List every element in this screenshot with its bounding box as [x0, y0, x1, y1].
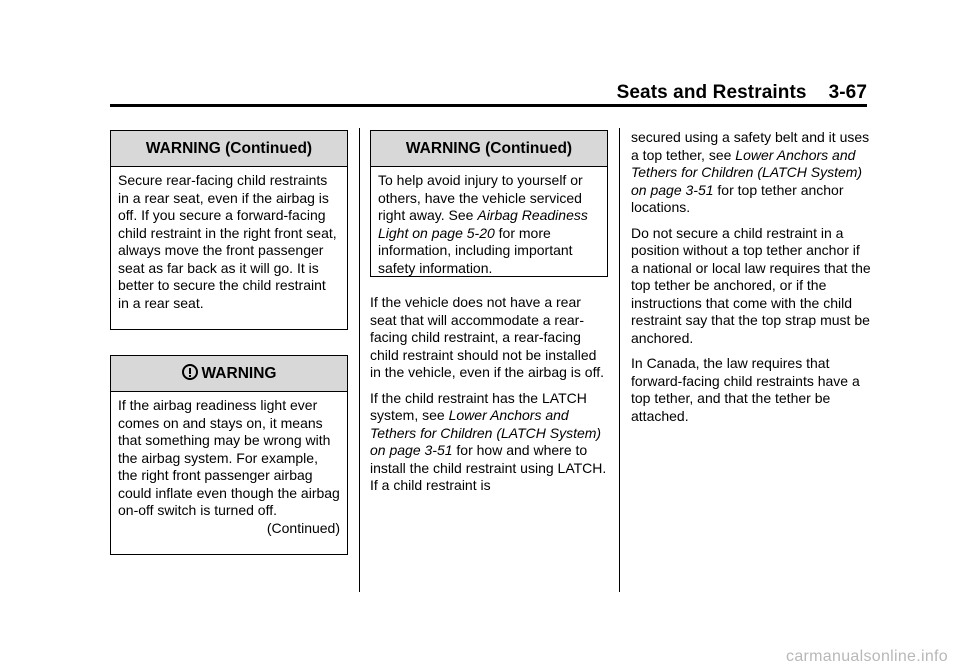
warning-text: If the airbag readiness light ever comes on and stays on, it means that something may be wrong with the airbag system. For example, the right front passenger airbag could inflate even though the airbag on-off switch is turned off. [118, 397, 340, 518]
latch-xref: Lower Anchors and Tethers for Children (LATCH System) on page 3-51 [370, 407, 602, 458]
warning-text-part: To help avoid injury to yourself or others, have the vehicle serviced right away. See [378, 172, 583, 223]
anchor-law-paragraph: Do not secure a child restraint in a position without a top tether anchor if a national or local law requires that the top tether be anchored, or if the instructions that come with the child restraint say that the top strap must be anchored. [631, 224, 871, 346]
warning-box-title: WARNING [201, 365, 277, 382]
airbag-readiness-xref: Airbag Readiness Light on page 5-20 [378, 207, 588, 241]
column-3-body [631, 129, 871, 433]
warning-text [378, 172, 600, 277]
warning-box-continued-2 [370, 130, 608, 277]
warning-box-body [371, 167, 607, 285]
warning-box-title: WARNING (Continued) [111, 131, 347, 167]
warning-box-body [111, 167, 347, 320]
warning-text-part: for more information, including important safety information. [378, 224, 573, 276]
column-divider-left [359, 128, 360, 592]
top-tether-paragraph [631, 129, 871, 217]
latch-xref: Lower Anchors and Tethers for Children (LATCH System) on page 3-51 [631, 146, 863, 198]
warning-box-continued-1 [110, 130, 348, 330]
warning-text: Secure rear-facing child restraints in a rear seat, even if the airbag is off. If you secure a forward-facing child restraint in the right front seat, always move the front passenger seat as far back as it will go. It is better to secure the child restraint in a rear seat. [118, 172, 337, 311]
page-number: 3-67 [828, 82, 867, 103]
section-title: Seats and Restraints [616, 82, 807, 103]
paragraph-text-part: for top tether anchor locations. [631, 181, 844, 215]
header-text [617, 82, 867, 104]
rear-seat-paragraph: If the vehicle does not have a rear seat that will accommodate a rear-facing child restraint, a rear-facing child restraint should not be installed in the vehicle, even if the airbag is off. [370, 294, 604, 380]
paragraph-text-part: If the child restraint has the LATCH system, see [370, 389, 587, 423]
continued-label: (Continued) [266, 519, 340, 536]
latch-paragraph [370, 390, 610, 495]
watermark: carmanualsonline.info [786, 648, 948, 665]
paragraph-text-part: secured using a safety belt and it uses a top tether, see [631, 129, 870, 163]
warning-box-title-row [111, 356, 347, 392]
canada-paragraph: In Canada, the law requires that forward-facing child restraints have a top tether, and that the tether be attached. [631, 355, 860, 424]
paragraph-text-part: for how and where to install the child restraint using LATCH. If a child restraint is [370, 442, 607, 493]
page-header [110, 78, 867, 107]
warning-box-title: WARNING (Continued) [371, 131, 607, 167]
column-divider-right [619, 128, 620, 592]
warning-box-body [111, 392, 347, 545]
warning-box-airbag-light [110, 355, 348, 555]
warning-icon [182, 364, 198, 380]
column-2-body [370, 294, 610, 503]
